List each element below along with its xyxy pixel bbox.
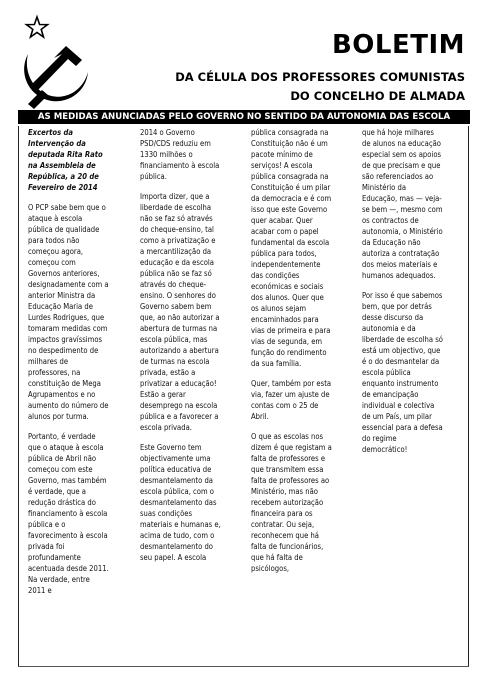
text-column-2 (140, 127, 221, 659)
paragraph: O que as escolas nos dizem é que registam a falta de professores e que transmitem essa falta de professores ao Ministério, mas não recebem autorização financeira para os contratar. Ou seja, reconhecem que há falta de funcionários, que há falta de psicólogos, (251, 432, 332, 573)
text-column-1 (28, 127, 109, 659)
paragraph: Portanto, é verdade que o ataque à escola pública de Abril não começou com este Governo, mas também é verdade, que a redução drástica do financiamento à escola pública e o favorecimento à escola privada foi profundamente acentuada desde 2011. Na verdade, entre 2011 e (28, 432, 109, 595)
paragraph: que há hoje milhares de alunos na educação especial sem os apoios de que precisam e que são referenciados ao Ministério da Educação, mas — veja-se bem —, mesmo com os contractos de autonomia, o Ministério da Educação não autoriza a contratação dos meios materiais e humanos adequados. (362, 128, 443, 280)
right-border (468, 126, 469, 666)
paragraph: Este Governo tem objectivamente uma política educativa de desmantelamento da escola pública, com o desmantelamento das suas condições materiais e humanas e, acima de tudo, com o desmantelamento do seu papel. A escola (140, 443, 221, 562)
intro-caption: Excertos da Intervenção da deputada Rita Rato na Assembleia de República, a 20 de Fevereiro de 2014 (28, 128, 103, 192)
paragraph: O PCP sabe bem que o ataque à escola pública de qualidade para todos não começou agora, começou com Governos anteriores, designadamente com a anterior Ministra da Educação Maria de Lurdes Rodrigues, que tomaram medidas com impactos gravíssimos no despedimento de milhares de professores, na constituição de Mega Agrupamentos e no aumento do número de alunos por turma. (28, 203, 109, 421)
bulletin-title: BOLETIM (331, 30, 465, 60)
paragraph: Importa dizer, que a liberdade de escolha não se faz só através do cheque-ensino, tal como a privatização e a mercantilização da educação e da escola pública não se faz só através do cheque-ensino. O senhores do Governo sabem bem que, ao não autorizar a abertura de turmas na escola pública, mas autorizando a abertura de turmas na escola privada, estão a privatizar a educação! Estão a gerar desemprego na escola pública e a favorecer a escola privada. (140, 192, 220, 432)
bulletin-subtitle-line2: DO CONCELHO DE ALMADA (290, 89, 465, 103)
paragraph: Quer, também por esta via, fazer um ajuste de contas com o 25 de Abril. (251, 379, 332, 421)
hammer-sickle-star-icon (4, 14, 104, 114)
paragraph: 2014 o Governo PSD/CDS reduziu em 1330 milhões o financiamento à escola pública. (140, 128, 220, 181)
star-icon (27, 17, 48, 37)
text-column-4 (362, 127, 443, 659)
left-border (18, 126, 19, 666)
bulletin-subtitle-line1: DA CÉLULA DOS PROFESSORES COMUNISTAS (175, 70, 465, 84)
headline-banner: AS MEDIDAS ANUNCIADAS PELO GOVERNO NO SENTIDO DA AUTONOMIA DAS ESCOLA (18, 110, 470, 124)
paragraph: Por isso é que sabemos bem, que por detrás desse discurso da autonomia e da liberdade de escolha só está um objectivo, que é o do desmantelar da escola pública enquanto instrumento de emancipação individual e colectiva de um País, um pilar essencial para a defesa do regime democrático! (362, 291, 443, 454)
text-column-3 (251, 127, 332, 659)
hammer-icon (32, 46, 82, 90)
paragraph: pública consagrada na Constituição não é um pacote mínimo de serviços! A escola pública consagrada na Constituição é um pilar da democracia e é com isso que este Governo quer acabar. Quer acabar com o papel fundamental da escola pública para todos, independentemente das condições económicas e sociais dos alunos. Quer que os alunos sejam encaminhados para vias de primeira e para vias de segunda, em função do rendimento da sua família. (251, 128, 332, 368)
bottom-border (18, 666, 469, 667)
